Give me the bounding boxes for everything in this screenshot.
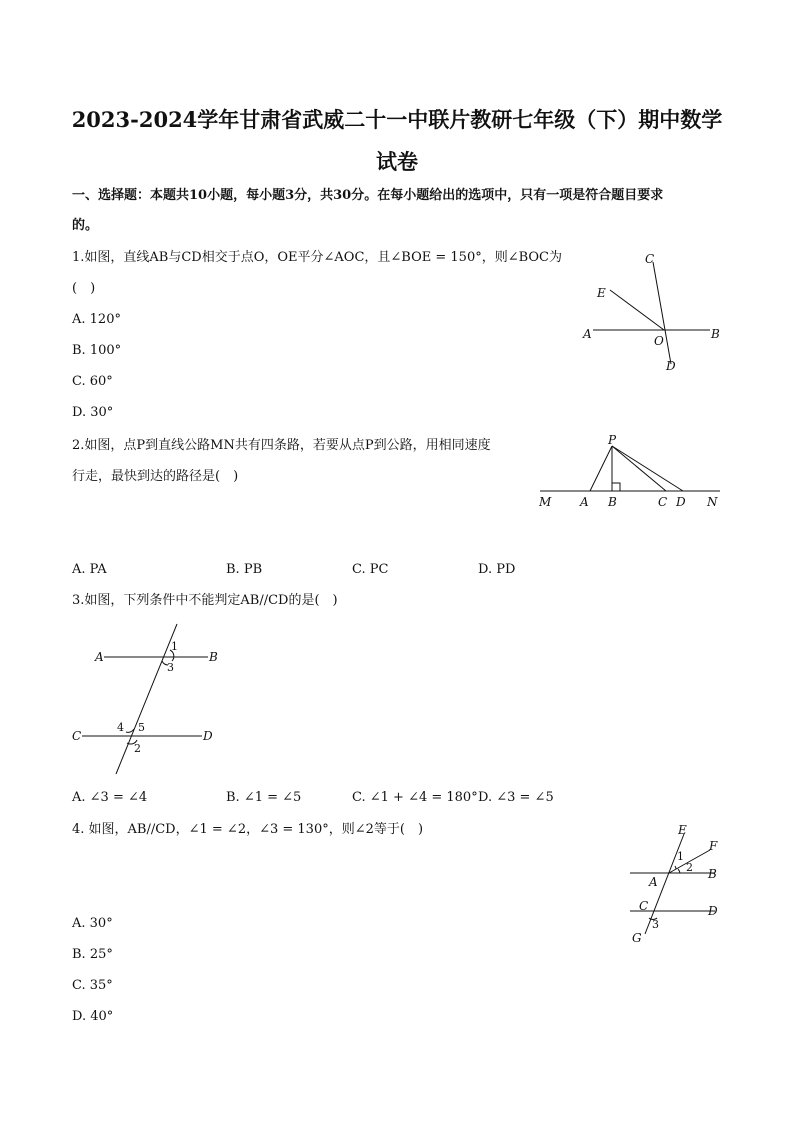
q4-arc-angle-1 [675, 866, 676, 869]
q4-label-d: D [708, 904, 718, 918]
q4-label-a: A [649, 875, 658, 889]
q4-label-f: F [709, 839, 718, 853]
q1-line-cd [653, 262, 671, 364]
q3-label-5: 5 [138, 721, 145, 734]
q2-label-c: C [658, 495, 668, 509]
q4-stem: 4. 如图，AB//CD，∠1 = ∠2，∠3 = 130°，则∠2等于( ) [72, 822, 424, 837]
section-instructions-line2: 的。 [72, 218, 99, 233]
q1-stem: 1.如图，直线AB与CD相交于点O，OE平分∠AOC，且∠BOE = 150°，则∠BOC为 [72, 250, 563, 265]
q1-option-c[interactable]: C. 60° [72, 374, 113, 389]
q1-label-a: A [583, 327, 592, 341]
q3-label-a: A [95, 650, 104, 664]
q1-option-a[interactable]: A. 120° [72, 312, 121, 327]
q4-option-b[interactable]: B. 25° [72, 947, 113, 962]
q3-option-a[interactable]: A. ∠3 = ∠4 [72, 790, 148, 805]
q3-label-2: 2 [134, 742, 141, 755]
q1-figure [575, 248, 735, 378]
q1-label-c: C [645, 252, 655, 266]
q1-option-d[interactable]: D. 30° [72, 405, 114, 420]
q2-label-p: P [608, 433, 617, 447]
q2-stem-line2: 行走，最快到达的路径是( ) [72, 469, 239, 484]
q1-label-e: E [597, 286, 606, 300]
q1-option-b[interactable]: B. 100° [72, 343, 122, 358]
section-instructions-line1: 一、选择题：本题共10小题，每小题3分，共30分。在每小题给出的选项中，只有一项是符合题目要求 [72, 188, 664, 203]
q3-label-1: 1 [171, 640, 178, 653]
q3-option-d[interactable]: D. ∠3 = ∠5 [478, 790, 554, 805]
q2-path-pd [612, 446, 683, 491]
q3-stem: 3.如图，下列条件中不能判定AB//CD的是( ) [72, 593, 338, 608]
q2-option-d[interactable]: D. PD [478, 562, 516, 577]
q4-label-b: B [708, 867, 717, 881]
page-title-line2: 试卷 [376, 149, 418, 174]
q4-label-c: C [639, 899, 649, 913]
q2-label-d: D [676, 495, 686, 509]
q4-option-c[interactable]: C. 35° [72, 978, 113, 993]
q2-stem-line1: 2.如图，点P到直线公路MN共有四条路，若要从点P到公路，用相同速度 [72, 438, 491, 453]
q1-ray-oe [610, 290, 664, 330]
q4-arc-angle-2 [678, 869, 680, 873]
q3-option-c[interactable]: C. ∠1 + ∠4 = 180° [352, 790, 478, 805]
q4-figure [620, 820, 730, 950]
q3-figure [68, 616, 228, 781]
q2-right-angle-mark [612, 483, 620, 491]
q3-label-b: B [209, 650, 218, 664]
q2-path-pa [590, 446, 612, 491]
q2-option-a[interactable]: A. PA [72, 562, 107, 577]
q2-label-m: M [539, 495, 552, 509]
q2-option-c[interactable]: C. PC [352, 562, 389, 577]
q3-transversal [116, 624, 177, 774]
q4-label-2: 2 [686, 861, 693, 874]
q2-label-a: A [580, 495, 589, 509]
q4-label-e: E [678, 823, 687, 837]
q4-option-a[interactable]: A. 30° [72, 916, 113, 931]
q3-label-4: 4 [117, 721, 124, 734]
q4-label-3: 3 [652, 918, 659, 931]
q1-label-o: O [654, 334, 664, 348]
q1-label-d: D [666, 359, 676, 373]
q2-option-b[interactable]: B. PB [226, 562, 263, 577]
q4-label-g: G [632, 931, 642, 945]
q4-option-d[interactable]: D. 40° [72, 1009, 114, 1024]
q2-label-n: N [707, 495, 718, 509]
q3-label-3: 3 [167, 661, 174, 674]
q2-figure [535, 432, 725, 512]
q3-label-c: C [72, 729, 82, 743]
q1-label-b: B [711, 327, 720, 341]
q4-label-1: 1 [677, 850, 684, 863]
q1-paren: ( ) [72, 281, 96, 296]
page-title: 2023-2024学年甘肃省武威二十一中联片教研七年级（下）期中数学 [71, 107, 723, 132]
q3-option-b[interactable]: B. ∠1 = ∠5 [226, 790, 302, 805]
q3-label-d: D [203, 729, 213, 743]
q2-label-b: B [608, 495, 617, 509]
